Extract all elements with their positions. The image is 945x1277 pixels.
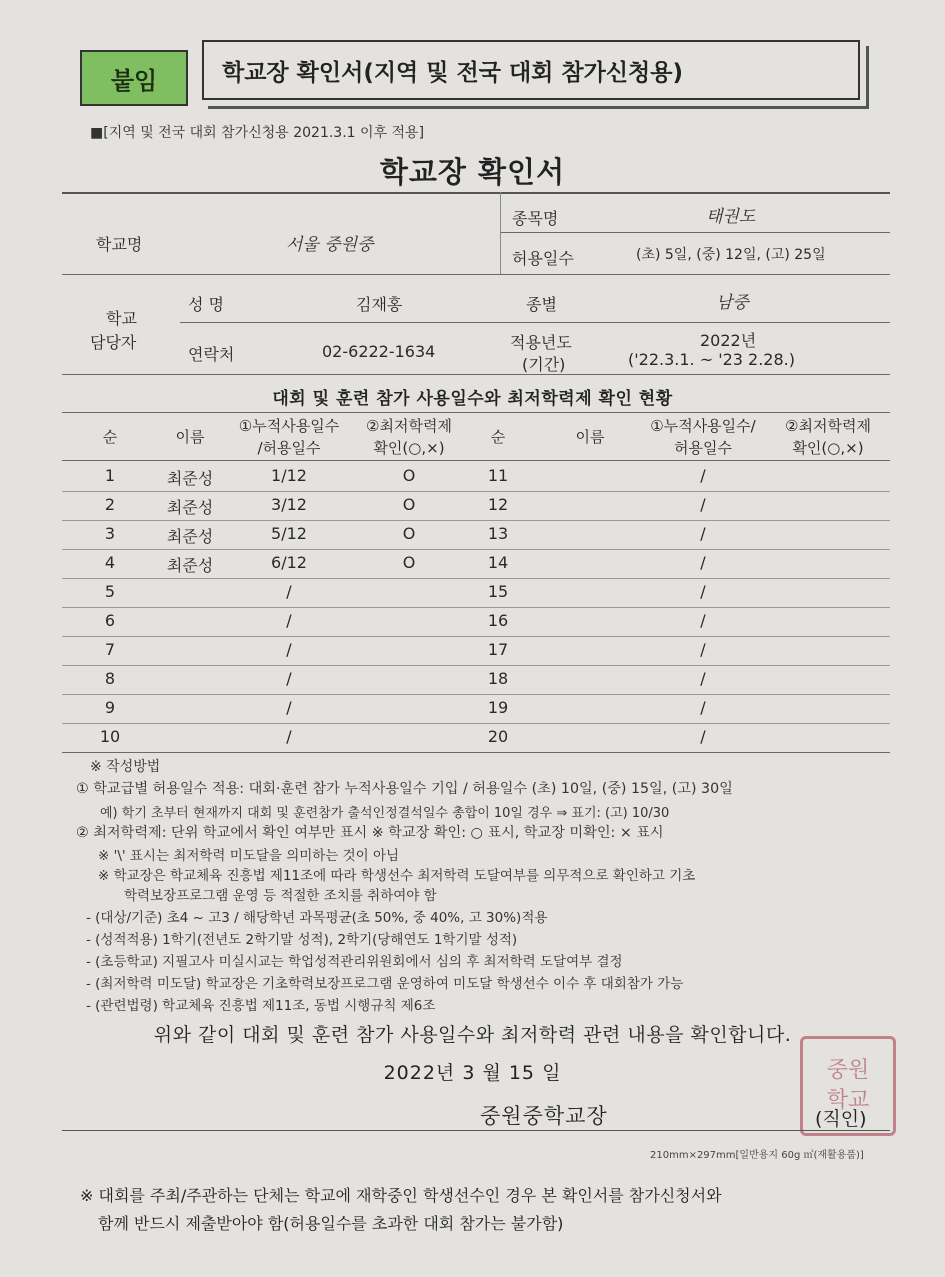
name-label: 성 명 (188, 295, 224, 314)
row-days-right: / (700, 582, 706, 601)
col-head-name: 이름 (175, 428, 205, 446)
table-row (62, 723, 890, 752)
row-days-right: / (700, 727, 706, 746)
col-head-days-right-line1: ①누적사용일수/ (650, 417, 756, 435)
row-days-right: / (700, 524, 706, 543)
school-value: 서울 중원중 (286, 235, 374, 255)
row-days: 1/12 (271, 466, 307, 485)
row-days-right: / (700, 466, 706, 485)
row-no-right: 18 (487, 669, 509, 688)
document-title: 학교장 확인서 (379, 155, 566, 189)
row-days-right: / (700, 698, 706, 717)
row-days: / (286, 640, 292, 659)
table-row (62, 578, 890, 607)
note-line-11: - (관련법령) 학교체육 진흥법 제11조, 동법 시행규칙 제6조 (86, 998, 436, 1014)
row-rule (62, 491, 890, 492)
manager-label-2: 담당자 (90, 333, 137, 352)
contact-value: 02-6222-1634 (322, 342, 436, 361)
col-head-min-right-line2: 확인(○,×) (792, 439, 864, 457)
row-no-right: 13 (487, 524, 509, 543)
row-name: 최준성 (166, 556, 214, 575)
note-line-2: 예) 학기 초부터 현재까지 대회 및 훈련참가 출석인정결석일수 총합이 10일 경우 ⇒ 표기: (고) 10/30 (100, 806, 670, 821)
row-no: 10 (99, 727, 121, 746)
row-days: / (286, 669, 292, 688)
paper-size-note: 210mm×297mm[일반용지 60g ㎡(재활용품)] (650, 1150, 864, 1161)
issue-date: 2022년 3 월 15 일 (383, 1062, 562, 1084)
row-name: 최준성 (166, 469, 214, 488)
footer-line-1: ※ 대회를 주최/주관하는 단체는 학교에 재학중인 학생선수인 경우 본 확인서를 참가신청서와 (80, 1186, 722, 1205)
table-row (62, 665, 890, 694)
row-no: 9 (104, 698, 116, 717)
signoff-rule (62, 1130, 890, 1131)
row-name: 최준성 (166, 527, 214, 546)
row-no: 7 (104, 640, 116, 659)
info-top-rule (62, 192, 890, 194)
row-days: / (286, 582, 292, 601)
gender-value: 남중 (716, 293, 749, 313)
row-rule (62, 549, 890, 550)
table-bottom-rule (62, 752, 890, 753)
col-head-name-right: 이름 (575, 428, 605, 446)
col-head-min-line2: 확인(○,×) (373, 439, 445, 457)
row-days: 5/12 (271, 524, 307, 543)
col-head-min-right (766, 415, 890, 459)
row-no-right: 15 (487, 582, 509, 601)
row-no: 4 (104, 553, 116, 572)
row-rule (62, 665, 890, 666)
table-row (62, 549, 890, 578)
year-label-1: 적용년도 (510, 333, 572, 352)
info-rule-event (500, 232, 890, 233)
table-row (62, 607, 890, 636)
row-check: O (402, 553, 416, 572)
row-days-right: / (700, 553, 706, 572)
footer-note (80, 1182, 722, 1238)
col-head-min (350, 415, 468, 459)
note-line-9: - (초등학교) 지필고사 미실시교는 학업성적관리위원회에서 심의 후 최저학력 도달여부 결정 (86, 954, 623, 970)
table-section-title: 대회 및 훈련 참가 사용일수와 최저학력제 확인 현황 (272, 389, 673, 409)
note-line-5: ※ 학교장은 학교체육 진흥법 제11조에 따라 학생선수 최저학력 도달여부를 의무적으로 확인하고 기초 (98, 868, 696, 884)
row-no: 1 (104, 466, 116, 485)
table-row (62, 636, 890, 665)
row-no-right: 17 (487, 640, 509, 659)
allowed-days-value: (초) 5일, (중) 12일, (고) 25일 (636, 247, 826, 263)
allowed-days-label: 허용일수 (512, 249, 574, 268)
row-rule (62, 607, 890, 608)
row-no-right: 14 (487, 553, 509, 572)
note-line-10: - (최저학력 미도달) 학교장은 기초학력보장프로그램 운영하여 미도달 학생선수 이수 후 대회참가 가능 (86, 976, 684, 992)
event-value: 태권도 (706, 207, 756, 227)
official-seal-stamp: 중원 학교 (800, 1036, 896, 1136)
row-rule (62, 694, 890, 695)
row-days: / (286, 727, 292, 746)
note-line-7: - (대상/기준) 초4 ~ 고3 / 해당학년 과목평균(초 50%, 중 40%, 고 30%)적용 (86, 910, 548, 926)
col-head-days-right-line2: 허용일수 (674, 439, 732, 457)
year-value-2: ('22.3.1. ~ '23 2.28.) (628, 350, 795, 369)
row-no: 8 (104, 669, 116, 688)
row-no: 6 (104, 611, 116, 630)
row-days-right: / (700, 611, 706, 630)
row-check: O (402, 495, 416, 514)
info-divider-1 (500, 192, 501, 274)
row-name: 최준성 (166, 498, 214, 517)
manager-label-1: 학교 (106, 309, 137, 328)
table-head-top-rule (62, 412, 890, 413)
note-line-8: - (성적적용) 1학기(전년도 2학기말 성적), 2학기(당해연도 1학기말 성적) (86, 932, 518, 948)
note-line-3: ② 최저학력제: 단위 학교에서 확인 여부만 표시 ※ 학교장 확인: ○ 표시, 학교장 미확인: × 표시 (76, 825, 664, 841)
note-line-1: ① 학교급별 허용일수 적용: 대회·훈련 참가 누적사용일수 기입 / 허용일수 (초) 10일, (중) 15일, (고) 30일 (76, 781, 733, 797)
row-no-right: 20 (487, 727, 509, 746)
row-no-right: 12 (487, 495, 509, 514)
col-head-days-line1: ①누적사용일수 (238, 417, 340, 435)
event-label: 종목명 (512, 209, 559, 228)
row-rule (62, 578, 890, 579)
year-value-1: 2022년 (700, 331, 757, 350)
notes-heading: ※ 작성방법 (90, 759, 161, 775)
name-value: 김재홍 (356, 295, 403, 314)
row-days: 3/12 (271, 495, 307, 514)
info-rule-manager (180, 322, 890, 323)
applicability-notice: ■[지역 및 전국 대회 참가신청용 2021.3.1 이후 적용] (90, 125, 425, 141)
col-head-no-right: 순 (490, 428, 506, 446)
col-head-days (228, 415, 350, 459)
box-title: 학교장 확인서(지역 및 전국 대회 참가신청용) (202, 40, 860, 100)
table-row (62, 694, 890, 723)
col-head-days-line2: /허용일수 (257, 439, 321, 457)
row-days-right: / (700, 640, 706, 659)
row-no-right: 11 (487, 466, 509, 485)
row-days-right: / (700, 495, 706, 514)
row-days: 6/12 (271, 553, 307, 572)
gender-label: 종별 (526, 295, 557, 314)
contact-label: 연락처 (188, 345, 235, 364)
table-row (62, 462, 890, 491)
table-row (62, 520, 890, 549)
row-rule (62, 636, 890, 637)
row-no-right: 16 (487, 611, 509, 630)
col-head-days-right (640, 415, 766, 459)
col-head-min-right-line1: ②최저학력제 (785, 417, 871, 435)
attachment-badge: 붙임 (80, 50, 188, 106)
school-label: 학교명 (96, 235, 143, 254)
confirmation-statement: 위와 같이 대회 및 훈련 참가 사용일수와 최저학력 관련 내용을 확인합니다. (153, 1024, 792, 1046)
info-rule-school (62, 274, 890, 275)
row-rule (62, 520, 890, 521)
row-days: / (286, 611, 292, 630)
table-head-bottom-rule (62, 460, 890, 461)
row-no-right: 19 (487, 698, 509, 717)
row-rule (62, 723, 890, 724)
note-line-6: 학력보장프로그램 운영 등 적절한 조치를 취하여야 함 (124, 888, 437, 904)
info-rule-bottom (62, 374, 890, 375)
principal-title: 중원중학교장 (480, 1104, 608, 1128)
seal-label: (직인) (815, 1108, 867, 1130)
note-line-4: ※ '\' 표시는 최저학력 미도달을 의미하는 것이 아님 (98, 848, 400, 864)
col-head-no: 순 (102, 428, 118, 446)
row-check: O (402, 466, 416, 485)
row-days-right: / (700, 669, 706, 688)
row-no: 2 (104, 495, 116, 514)
footer-line-2: 함께 반드시 제출받아야 함(허용일수를 초과한 대회 참가는 불가함) (98, 1214, 564, 1233)
row-days: / (286, 698, 292, 717)
table-row (62, 491, 890, 520)
row-no: 3 (104, 524, 116, 543)
row-check: O (402, 524, 416, 543)
col-head-min-line1: ②최저학력제 (366, 417, 452, 435)
year-label-2: (기간) (522, 355, 566, 374)
row-no: 5 (104, 582, 116, 601)
